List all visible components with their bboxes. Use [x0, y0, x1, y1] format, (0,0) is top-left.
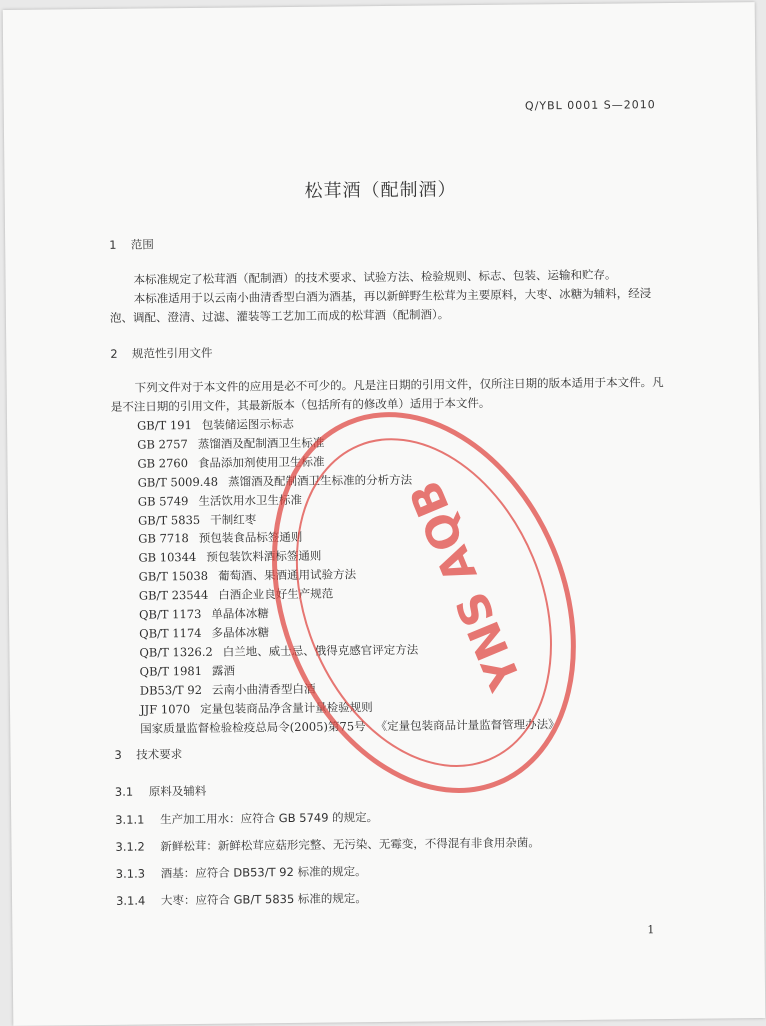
- section-title: 技术要求: [136, 747, 183, 762]
- reference-code: GB/T 15038: [138, 569, 209, 584]
- reference-code: GB 10344: [138, 550, 197, 565]
- document-page: [3, 2, 766, 1026]
- reference-code: JJF 1070: [139, 701, 191, 717]
- clause-3-1-2: [115, 834, 540, 854]
- reference-name: 生活饮用水卫生标准: [198, 492, 302, 508]
- section-1-paragraph-2: 本标准适用于以云南小曲清香型白酒为酒基，再以新鲜野生松茸为主要原料，大枣、冰糖为辅料，经浸泡、调配、澄清、过滤、灌装等工艺加工而成的松茸酒（配制酒）。: [109, 286, 652, 325]
- reference-name: 白酒企业良好生产规范: [218, 586, 334, 602]
- reference-name: 定量包装商品净含量计量检验规则: [200, 699, 373, 716]
- section-1-paragraph-1: 本标准规定了松茸酒（配制酒）的技术要求、试验方法、检验规则、标志、包装、运输和贮存。: [133, 267, 617, 287]
- reference-name: 《定量包装商品计量监督管理办法》: [375, 716, 560, 733]
- clause-3-1-4: [116, 890, 367, 909]
- clause-text: 生产加工用水：应符合 GB 5749 的规定。: [160, 810, 379, 827]
- reference-code: GB/T 23544: [138, 588, 209, 603]
- reference-name: 葡萄酒、果酒通用试验方法: [217, 567, 357, 583]
- section-1-heading: [109, 236, 154, 252]
- page-number: 1: [647, 923, 655, 937]
- reference-code: GB/T 5009.48: [137, 474, 219, 490]
- reference-code: GB 7718: [138, 531, 189, 547]
- reference-code: GB 2760: [137, 455, 189, 471]
- reference-code: DB53/T 92: [139, 682, 203, 698]
- reference-code: GB/T 191: [136, 418, 192, 433]
- reference-code: 国家质量监督检验检疫总局令(2005)第75号: [140, 718, 366, 736]
- clause-3-1-1: [115, 809, 378, 828]
- reference-name: 包装储运图示标志: [201, 416, 294, 432]
- reference-name: 白兰地、威士忌、俄得克感官评定方法: [222, 642, 419, 659]
- reference-name: 蒸馏酒及配制酒卫生标准: [197, 435, 325, 451]
- reference-code: GB 5749: [137, 493, 189, 509]
- clause-text: 酒基：应符合 DB53/T 92 标准的规定。: [160, 864, 367, 881]
- reference-code: GB/T 5835: [137, 512, 201, 528]
- reference-code: QB/T 1173: [138, 606, 202, 622]
- section-2-intro: 下列文件对于本文件的应用是必不可少的。凡是注日期的引用文件，仅所注日期的版本适用于本文件。凡是不注日期的引用文件，其最新版本（包括所有的修改单）适用于本文件。: [110, 375, 664, 414]
- reference-code: QB/T 1174: [139, 625, 202, 641]
- document-title: 松茸酒（配制酒）: [304, 179, 457, 202]
- section-3-heading: [114, 746, 182, 763]
- clause-3-1-3: [116, 863, 367, 882]
- reference-name: 蒸馏酒及配制酒卫生标准的分析方法: [227, 472, 413, 489]
- clause-number: 3.1.3: [115, 866, 146, 881]
- clause-text: 大枣：应符合 GB/T 5835 标准的规定。: [160, 891, 367, 908]
- section-number: 1: [109, 237, 117, 252]
- clause-text: 新鲜松茸：新鲜松茸应菇形完整、无污染、无霉变，不得混有非食用杂菌。: [160, 835, 540, 854]
- subsection-title: 原料及辅料: [148, 783, 207, 799]
- reference-code: QB/T 1326.2: [139, 644, 213, 660]
- clause-number: 3.1.1: [115, 812, 145, 827]
- section-2-heading: [110, 345, 212, 362]
- seal-code-text: YNS AQB: [399, 473, 532, 697]
- reference-name: 露酒: [211, 663, 236, 678]
- section-number: 3: [114, 747, 122, 762]
- section-title: 范围: [130, 237, 154, 252]
- reference-name: 云南小曲清香型白酒: [211, 681, 316, 697]
- reference-code: GB 2757: [137, 436, 188, 452]
- reference-name: 多晶体冰糖: [211, 625, 270, 640]
- section-title: 规范性引用文件: [131, 345, 213, 361]
- subsection-3-1-heading: [115, 783, 207, 800]
- reference-name: 食品添加剂使用卫生标准: [197, 454, 325, 470]
- standard-number: Q/YBL 0001 S—2010: [524, 98, 656, 113]
- clause-number: 3.1.4: [115, 893, 146, 908]
- reference-list: [137, 412, 560, 738]
- reference-name: 单晶体冰糖: [211, 606, 269, 621]
- reference-name: 干制红枣: [210, 511, 257, 527]
- clause-number: 3.1.2: [115, 839, 145, 854]
- section-number: 2: [110, 346, 118, 361]
- reference-name: 预包装食品标签通则: [198, 530, 303, 546]
- subsection-number: 3.1: [114, 784, 134, 799]
- reference-item: [140, 715, 560, 738]
- reference-name: 预包装饮料酒标签通则: [206, 549, 322, 565]
- reference-code: QB/T 1981: [139, 663, 203, 679]
